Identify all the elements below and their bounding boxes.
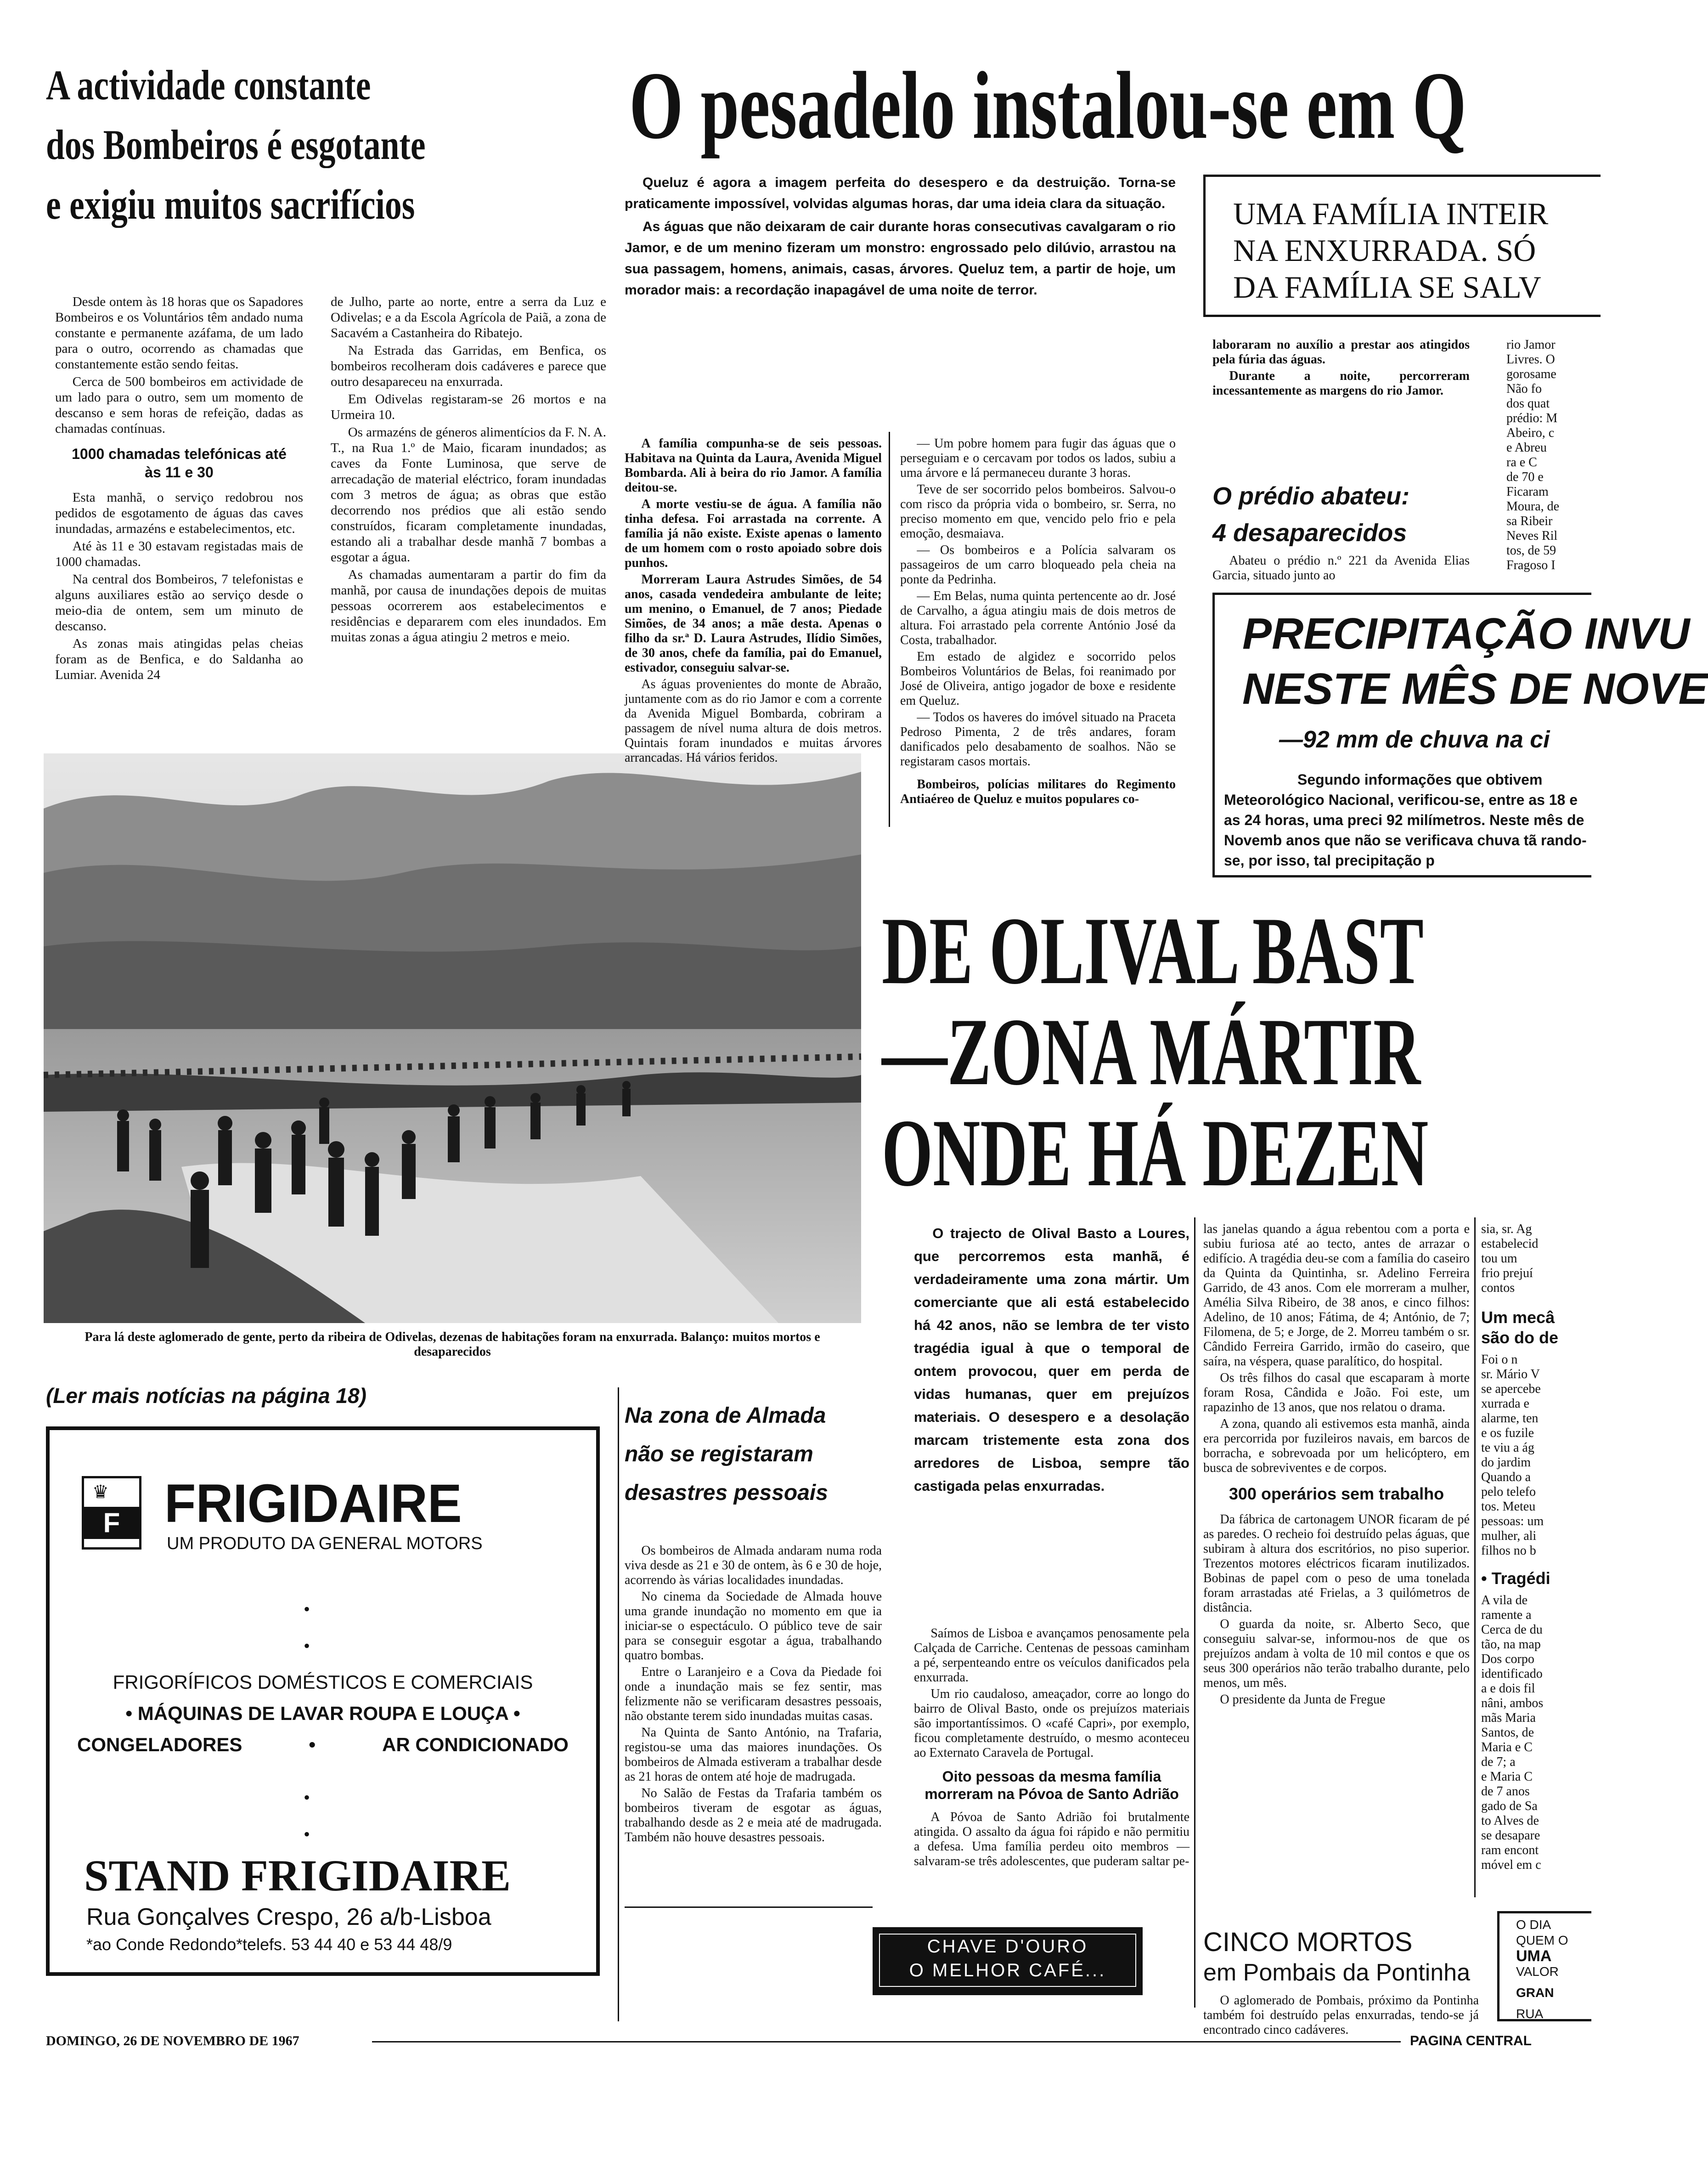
ad-line-3	[68, 1729, 578, 1760]
paragraph: Os três filhos do casal que escaparam à morte foram Rosa, Cândida e João. Foi este, um rapazinho de 13 anos, que nos relatou o drama.	[1203, 1371, 1470, 1414]
paragraph: Da fábrica de cartonagem UNOR ficaram de pé as paredes. O recheio foi destruído pelas águas, que subiram à altura dos escritórios, no piso superior. Trezentos motores eléctricos ficaram inutilizados. Bobinas de papel com o peso de uma tonelada foram arrastadas até Frielas, a 3 quilómetros de distância.	[1203, 1512, 1470, 1615]
col-line: Foi o n	[1481, 1352, 1518, 1367]
col-line: rio Jamor	[1506, 338, 1556, 352]
corner-ad-text	[1499, 1913, 1591, 2022]
col-line: de 7 anos	[1481, 1784, 1530, 1799]
col-line: filhos no b	[1481, 1544, 1536, 1558]
col-line: pessoas: um	[1481, 1514, 1544, 1528]
family-line-2: NA ENXURRADA. SÓ	[1233, 233, 1536, 268]
corner-line: GRAN	[1516, 1986, 1554, 2000]
paragraph: O presidente da Junta de Fregue	[1220, 1692, 1386, 1707]
queluz-col2	[900, 436, 1176, 809]
family-line-1: UMA FAMÍLIA INTEIR	[1233, 196, 1549, 231]
pombais-headline-2: em Pombais da Pontinha	[1203, 1959, 1471, 1986]
col-line: Neves Ril	[1506, 529, 1558, 543]
col-line: móvel em c	[1481, 1858, 1541, 1872]
right-top-col1	[1212, 338, 1470, 400]
chave-douro-ad[interactable]	[873, 1927, 1143, 1995]
col-line: xurrada e	[1481, 1397, 1529, 1411]
family-box	[1203, 175, 1601, 317]
col-line: tou um	[1481, 1251, 1517, 1266]
flood-photo	[44, 753, 861, 1323]
col-line: e Abreu	[1506, 441, 1547, 455]
olival-col3	[1481, 1222, 1580, 1872]
olival-col1	[914, 1626, 1189, 1871]
vertical-rule	[618, 1387, 619, 2021]
flood-photo-image	[44, 753, 861, 1323]
precip-subtitle: —92 mm de chuva na ci	[1279, 726, 1550, 753]
bullet-dot: •	[309, 1734, 316, 1755]
col-line: sia, sr. Ag	[1481, 1222, 1532, 1236]
precip-title-1: PRECIPITAÇÃO INVU	[1242, 609, 1690, 658]
col-line: mulher, ali	[1481, 1529, 1537, 1543]
chave-line-2: O MELHOR CAFÉ...	[909, 1960, 1106, 1980]
mecanico-head	[1481, 1307, 1580, 1348]
paragraph: Durante a noite, percorreram incessantemente as margens do rio Jamor.	[1212, 369, 1470, 398]
left-headline-line-3: e exigiu muitos sacrifícios	[46, 181, 415, 228]
more-news-link[interactable]: (Ler mais notícias na página 18)	[46, 1384, 366, 1408]
tragedia-head: • Tragédi	[1481, 1569, 1550, 1588]
horizontal-rule	[625, 1906, 873, 1908]
paragraph: Os armazéns de géneros alimentícios da F. N. A. T., na Rua 1.º de Maio, ficaram inundados; as caves da Fonte Luminosa, que serve de arrecadação de material eléctrico, foram inundadas com 3 metros de água; as obras que estão decorrendo nos prédios que ali estão sendo construídos, ficaram completamente inundadas, estando ali a trabalhar desde manhã 7 bombas a esgotar a água.	[331, 425, 606, 565]
col-line: de 7; a	[1481, 1755, 1516, 1769]
olival-subhead-1: Oito pessoas da mesma família morreram na Póvoa de Santo Adrião	[924, 1768, 1179, 1802]
left-story-col1	[55, 294, 303, 685]
paragraph: Morreram Laura Astrudes Simões, de 54 anos, casada vendedeira ambulante de leite; um menino, o Emanuel, de 7 anos; Piedade Simões, de 34 anos; a mãe desta. Apenas o filho da sr.ª D. Laura Astrudes, Ilídio Simões, de 30 anos, chefe da família, pai do Emanuel, estivador, conseguiu salvar-se.	[625, 572, 882, 675]
olival-subhead-2: 300 operários sem trabalho	[1229, 1484, 1444, 1503]
paragraph: Entre o Laranjeiro e a Cova da Piedade foi onde a inundação mais se fez sentir, mas felizmente não se verificaram desastres pessoais, não obstante terem sido inundadas muitas casas.	[625, 1665, 882, 1723]
col-line: estabelecid	[1481, 1237, 1539, 1251]
almada-head-3: desastres pessoais	[625, 1481, 828, 1505]
pombais-text: O aglomerado de Pombais, próximo da Pontinha também foi destruído pelas enxurradas, tendo-se já encontrado cinco cadáveres.	[1203, 1993, 1479, 2037]
col-line: e Maria C	[1481, 1770, 1533, 1784]
olival-line-1: DE OLIVAL BAST	[882, 898, 1424, 1004]
paragraph: Desde ontem às 18 horas que os Sapadores Bombeiros e os Voluntários têm andado numa constante e permanente azáfama, de um lado para o outro, ocorrendo as chamadas que constantemente estão sendo feitas.	[55, 294, 303, 372]
ad-line-2: • MÁQUINAS DE LAVAR ROUPA E LOUÇA •	[125, 1703, 520, 1724]
paragraph: As águas provenientes do monte de Abraão, juntamente com as do rio Jamor e com a corrente da Avenida Miguel Bombarda, cobriram a passagem de nível numa altura de dois metros. Quintais foram inundados e muitas árvores arrancadas. Há vários feridos.	[625, 677, 882, 765]
vertical-rule	[889, 432, 890, 827]
col-line: Moura, de	[1506, 499, 1560, 514]
pombais-headline-1: CINCO MORTOS	[1203, 1927, 1413, 1957]
queluz-col1	[625, 436, 882, 767]
paragraph: Esta manhã, o serviço redobrou nos pedidos de esgotamento de águas das caves inundadas, armazéns e estabelecimentos, etc.	[55, 490, 303, 536]
col-line: prédio: M	[1506, 411, 1558, 425]
ad-address-2: *ao Conde Redondo*	[86, 1935, 243, 1954]
paragraph: Queluz é agora a imagem perfeita do desespero e da destruição. Torna-se praticamente impossível, volvidas algumas horas, dar uma ideia clara da situação.	[625, 175, 1176, 211]
col-line: A vila de	[1481, 1593, 1528, 1607]
precip-title-2: NESTE MÊS DE NOVE	[1242, 664, 1708, 713]
footer-rule	[372, 2041, 1428, 2042]
paragraph: As zonas mais atingidas pelas cheias foram as de Benfica, e do Saldanha ao Lumiar. Avenida 24	[55, 636, 303, 682]
col-line: Santos, de	[1481, 1725, 1534, 1740]
crown-icon: ♛	[92, 1482, 109, 1503]
paragraph: Um rio caudaloso, ameaçador, corre ao longo do bairro de Olival Basto, onde os prejuízos materiais são importantíssimos. O «café Capri», por exemplo, ficou completamente destruído, o mesmo aconteceu ao Externato Caravela de Portugal.	[914, 1687, 1189, 1760]
col-line: gado de Sa	[1481, 1799, 1538, 1813]
footer-page: PAGINA CENTRAL	[1401, 2033, 1532, 2049]
ad-product-lines	[68, 1667, 578, 1760]
paragraph: Na Quinta de Santo António, na Trafaria, registou-se uma das maiores inundações. Os bombeiros de Almada estiveram a trabalhar desde as 21 horas de ontem até hoje de madrugada.	[625, 1725, 882, 1784]
footer-date: DOMINGO, 26 DE NOVEMBRO DE 1967	[46, 2033, 299, 2048]
col-line: ra e C	[1506, 455, 1537, 470]
bullet-dot: •	[303, 1599, 310, 1619]
left-story-subhead: 1000 chamadas telefónicas até às 11 e 30	[72, 446, 287, 481]
corner-line: QUEM O	[1516, 1933, 1568, 1947]
corner-line: VALOR	[1516, 1964, 1559, 1979]
col-line: te viu a ág	[1481, 1441, 1534, 1455]
frigidaire-ad[interactable]	[46, 1426, 600, 1976]
col-line: ram encont	[1481, 1843, 1539, 1857]
almada-text	[625, 1544, 882, 1847]
paragraph: Bombeiros, polícias militares do Regimento Antiaéreo de Queluz e muitos populares co-	[900, 777, 1176, 806]
col-line: tos, de 59	[1506, 543, 1556, 558]
col-line: de 70 e	[1506, 470, 1544, 484]
predio-head-1: O prédio abateu:	[1212, 482, 1410, 510]
family-line-3: DA FAMÍLIA SE SALV	[1233, 270, 1541, 305]
paragraph: Até às 11 e 30 estavam registadas mais de 1000 chamadas.	[55, 539, 303, 569]
col-line: se desapare	[1481, 1828, 1540, 1843]
predio-head-2: 4 desaparecidos	[1212, 519, 1407, 547]
paragraph: Em estado de algidez e socorrido pelos Bombeiros Voluntários de Belas, foi reanimado por José de Oliveira, antigo jogador de boxe e residente em Queluz.	[900, 650, 1176, 708]
col-line: sa Ribeir	[1506, 514, 1553, 528]
precipitation-box	[1212, 593, 1708, 877]
col-line: Fragoso I	[1506, 558, 1556, 572]
right-top-col2	[1506, 338, 1580, 573]
almada-head-2: não se registaram	[625, 1442, 813, 1466]
paragraph: Os bombeiros de Almada andaram numa roda viva desde as 21 e 30 de ontem, às 6 e 30 de hoje, acorrendo às várias localidades inundadas.	[625, 1544, 882, 1587]
bullet-dot: •	[303, 1787, 310, 1808]
paragraph: — Um pobre homem para fugir das águas que o perseguiam e o cercavam por todos os lados, subiu a uma árvore e lá permaneceu durante 3 horas.	[900, 436, 1176, 480]
olival-lead: O trajecto de Olival Basto a Loures, que percorremos esta manhã, é verdadeiramente uma zona mártir. Um comerciante que ali está estabelecido há 42 anos, não se lembra de ter visto tragédia igual à que o temporal de ontem provocou, quer em perda de vidas humanas, quer em prejuízos materiais. O desespero e a desolação marcam tristemente esta zona dos arredores de Lisboa, sempre tão castigada pelas enxurradas.	[914, 1225, 1189, 1494]
ad-phones: telefs. 53 44 40 e 53 44 48/9	[242, 1935, 452, 1954]
bullet-dot: •	[303, 1635, 310, 1656]
paragraph: As águas que não deixaram de cair durante horas consecutivas cavalgaram o rio Jamor, e de um menino fizeram um monstro: engrossado pelo dilúvio, arrastou na sua passagem, homens, animais, casas, árvores. Queluz tem, a partir de hoje, um morador mais: a recordação inapagável de uma noite de terror.	[625, 219, 1176, 298]
paragraph: — Em Belas, numa quinta pertencente ao dr. José de Carvalho, a água atingiu mais de dois metros de altura. Foi arrastado pela corrente António José da Costa, trabalhador.	[900, 589, 1176, 647]
corner-ad[interactable]	[1497, 1911, 1591, 2021]
olival-line-2: —ZONA MÁRTIR	[882, 999, 1421, 1105]
paragraph: O guarda da noite, sr. Alberto Seco, que conseguiu salvar-se, informou-nos de que os prejuízos andam à volta de 10 mil contos e que os seus 300 operários não terão trabalho durante, pelo menos, um mês.	[1203, 1617, 1470, 1690]
col-line: tão, na map	[1481, 1637, 1541, 1652]
col-line: frio prejuí	[1481, 1266, 1533, 1280]
almada-headline	[625, 1397, 882, 1512]
col-line: a e dois fil	[1481, 1681, 1535, 1696]
col-line: identificado	[1481, 1667, 1543, 1681]
paragraph: Em Odivelas registaram-se 26 mortos e na Urmeira 10.	[331, 392, 606, 422]
vertical-rule	[1194, 1217, 1195, 2008]
col-line: Livres. O	[1506, 352, 1555, 367]
ad-line-3a: CONGELADORES	[77, 1734, 242, 1755]
family-box-text	[1206, 177, 1601, 305]
mecanico-head-1: Um mecâ	[1481, 1308, 1555, 1327]
paragraph: As chamadas aumentaram a partir do fim da manhã, por causa de inundações depois de muitas pessoas ocorrerem aos estabelecimentos e residências e depararem com eles inundados. Em muitas zonas a água atingiu 2 metros e meio.	[331, 567, 606, 645]
ad-line-2-text: MÁQUINAS DE LAVAR ROUPA E LOUÇA	[137, 1703, 508, 1724]
paragraph: Saímos de Lisboa e avançamos penosamente pela Calçada de Carriche. Centenas de pessoas caminham a pé, serpenteando entre os veículos danificados pela enxurrada.	[914, 1626, 1189, 1685]
chave-douro-inner	[879, 1934, 1136, 1987]
paragraph: de Julho, parte ao norte, entre a serra da Luz e Odivelas; e a da Escola Agrícola de Paiã, a zona de Sacavém a Castanheira do Ribatejo.	[331, 294, 606, 340]
col-line: nâni, ambos	[1481, 1696, 1544, 1710]
paragraph: A família compunha-se de seis pessoas. Habitava na Quinta da Laura, Avenida Miguel Bombarda. Ali à beira do rio Jamor. A família deitou-se.	[625, 436, 882, 495]
ad-dots-column	[293, 1591, 321, 1664]
chave-line-1: CHAVE D'OURO	[927, 1936, 1088, 1957]
footer	[46, 2033, 1580, 2051]
paragraph: — Todos os haveres do imóvel situado na Praceta Pedroso Pimenta, 2 de três andares, foram danificados pelo desabamento de soalhos. Não se registaram casos mortais.	[900, 710, 1176, 769]
frigidaire-tagline: UM PRODUTO DA GENERAL MOTORS	[167, 1534, 483, 1553]
col-line: do jardim	[1481, 1455, 1531, 1470]
frigidaire-logo-badge	[82, 1476, 141, 1550]
queluz-lead	[625, 172, 1176, 303]
left-story-headline	[46, 55, 574, 234]
paragraph: Cerca de 500 bombeiros em actividade de um lado para o outro, sem um momento de descanso e sem horas de refeição, dadas as chamadas contínuas.	[55, 374, 303, 436]
bullet-dot: •	[303, 1824, 310, 1844]
col-line: se apercebe	[1481, 1382, 1541, 1396]
vertical-rule	[1474, 1217, 1476, 1897]
col-line: Dos corpo	[1481, 1652, 1534, 1666]
main-headline: O pesadelo instalou-se em Q	[629, 52, 1466, 159]
precip-text: Segundo informações que obtivem Meteorológico Nacional, verificou-se, entre as 18 e as 24 horas, uma preci 92 milímetros. Neste mês de Novemb anos que não se verificava chuva tã rando-se, por isso, tal precipitação p	[1224, 771, 1587, 869]
paragraph: las janelas quando a água rebentou com a porta e subiu furiosa até ao tecto, antes de arrazar o edifício. A tragédia deu-se com a família do caseiro da Quinta da Quintinha, sr. Adelino Ferreira Garrido, de 43 anos. Com ele morreram a mulher, Amélia Silva Ribeiro, de 38 anos, e cinco filhos: Adelino, de 10 anos; Fátima, de 4; António, de 7; Filomena, de 5; e Jorge, de 2. Morreu também o sr. Cândido Ferreira Garrido, irmão do caseiro, que saíra, na véspera, quase paralítico, do hospital.	[1203, 1222, 1470, 1369]
left-headline-line-2: dos Bombeiros é esgotante	[46, 121, 426, 168]
corner-line: RUA	[1516, 2007, 1544, 2021]
olival-line-3: ONDE HÁ DEZEN	[882, 1100, 1429, 1206]
corner-line: O DIA	[1516, 1918, 1551, 1932]
mecanico-head-2: são do de	[1481, 1328, 1559, 1347]
olival-headline	[882, 900, 1580, 1204]
paragraph: Na Estrada das Garridas, em Benfica, os bombeiros recolheram dois cadáveres e parece que outro desapareceu na enxurrada.	[331, 343, 606, 389]
col-line: Quando a	[1481, 1470, 1531, 1484]
col-line: mãs Maria	[1481, 1711, 1536, 1725]
col-line: Ficaram	[1506, 485, 1549, 499]
col-line: e os fuzile	[1481, 1426, 1534, 1440]
col-line: sr. Mário V	[1481, 1367, 1540, 1381]
col-line: Abeiro, c	[1506, 426, 1555, 440]
col-line: tos. Meteu	[1481, 1499, 1536, 1514]
ad-line-1: FRIGORÍFICOS DOMÉSTICOS E COMERCIAIS	[113, 1671, 533, 1693]
predio-text: Abateu o prédio n.º 221 da Avenida Elias Garcia, situado junto ao	[1212, 554, 1470, 583]
col-line: Cerca de du	[1481, 1623, 1543, 1637]
photo-caption: Para lá deste aglomerado de gente, perto da ribeira de Odivelas, dezenas de habitações foram na enxurrada. Balanço: muitos mortos e desaparecidos	[85, 1330, 820, 1359]
paragraph: No cinema da Sociedade de Almada houve uma grande inundação no momento em que ia iniciar-se o espectáculo. O público teve de sair para se conseguir esgotar a água, trabalhando quatro bombas.	[625, 1590, 882, 1663]
left-story-col2	[331, 294, 606, 647]
frigidaire-brand: FRIGIDAIRE	[164, 1473, 462, 1534]
predio-headline	[1212, 478, 1409, 551]
corner-line: UMA	[1516, 1947, 1552, 1965]
col-line: pelo telefo	[1481, 1485, 1536, 1499]
col-line: gorosame	[1506, 367, 1556, 381]
ad-line-3b: AR CONDICIONADO	[382, 1734, 569, 1755]
col-line: contos	[1481, 1281, 1515, 1295]
col-line: Maria e C	[1481, 1740, 1533, 1754]
paragraph: A Póvoa de Santo Adrião foi brutalmente atingida. O assalto da água foi rápido e não permitiu a defesa. Uma família perdeu oito membros — salvaram-se três adolescentes, que puderam saltar pe-	[914, 1810, 1189, 1868]
paragraph: Na central dos Bombeiros, 7 telefonistas e alguns auxiliares estão ao serviço desde o meio-dia de ontem, sem um minuto de descanso.	[55, 572, 303, 634]
left-headline-line-1: A actividade constante	[46, 62, 371, 108]
col-line: Não fo	[1506, 382, 1542, 396]
olival-col2	[1203, 1222, 1470, 1709]
ad-address: Rua Gonçalves Crespo, 26 a/b-Lisboa	[86, 1904, 491, 1930]
col-line: dos quat	[1506, 396, 1550, 411]
paragraph: A morte vestiu-se de água. A família não tinha defesa. Foi arrastada na corrente. A família já não existe. Existe apenas o lamento de um homem com o rosto apoiado sobre dois punhos.	[625, 497, 882, 570]
ad-dots-column-2	[293, 1779, 321, 1853]
paragraph: laboraram no auxílio a prestar aos atingidos pela fúria das águas.	[1212, 338, 1470, 367]
paragraph: No Salão de Festas da Trafaria também os bombeiros tiveram de esgotar as águas, trabalhando desde as 2 e meia até de madrugada. Também não houve desastres pessoais.	[625, 1786, 882, 1844]
paragraph: Teve de ser socorrido pelos bombeiros. Salvou-o com risco da própria vida o bombeiro, sr. Serra, no preciso momento em que, vencido pelo frio e pela emoção, desmaiava.	[900, 482, 1176, 541]
frigidaire-monogram: F	[84, 1507, 139, 1539]
col-line: alarme, ten	[1481, 1411, 1539, 1426]
almada-head-1: Na zona de Almada	[625, 1403, 826, 1428]
pombais-story	[1203, 1927, 1479, 2037]
paragraph: A zona, quando ali estivemos esta manhã, ainda era percorrida por fuzileiros navais, em barcos de borracha, e sobrevoada por um helicóptero, em busca de sobreviventes e de corpos.	[1203, 1417, 1470, 1475]
col-line: to Alves de	[1481, 1814, 1539, 1828]
paragraph: — Os bombeiros e a Polícia salvaram os passageiros de um carro bloqueado pela cheia na ponte da Pedrinha.	[900, 543, 1176, 587]
col-line: ramente a	[1481, 1608, 1532, 1622]
stand-frigidaire: STAND FRIGIDAIRE	[84, 1851, 511, 1900]
